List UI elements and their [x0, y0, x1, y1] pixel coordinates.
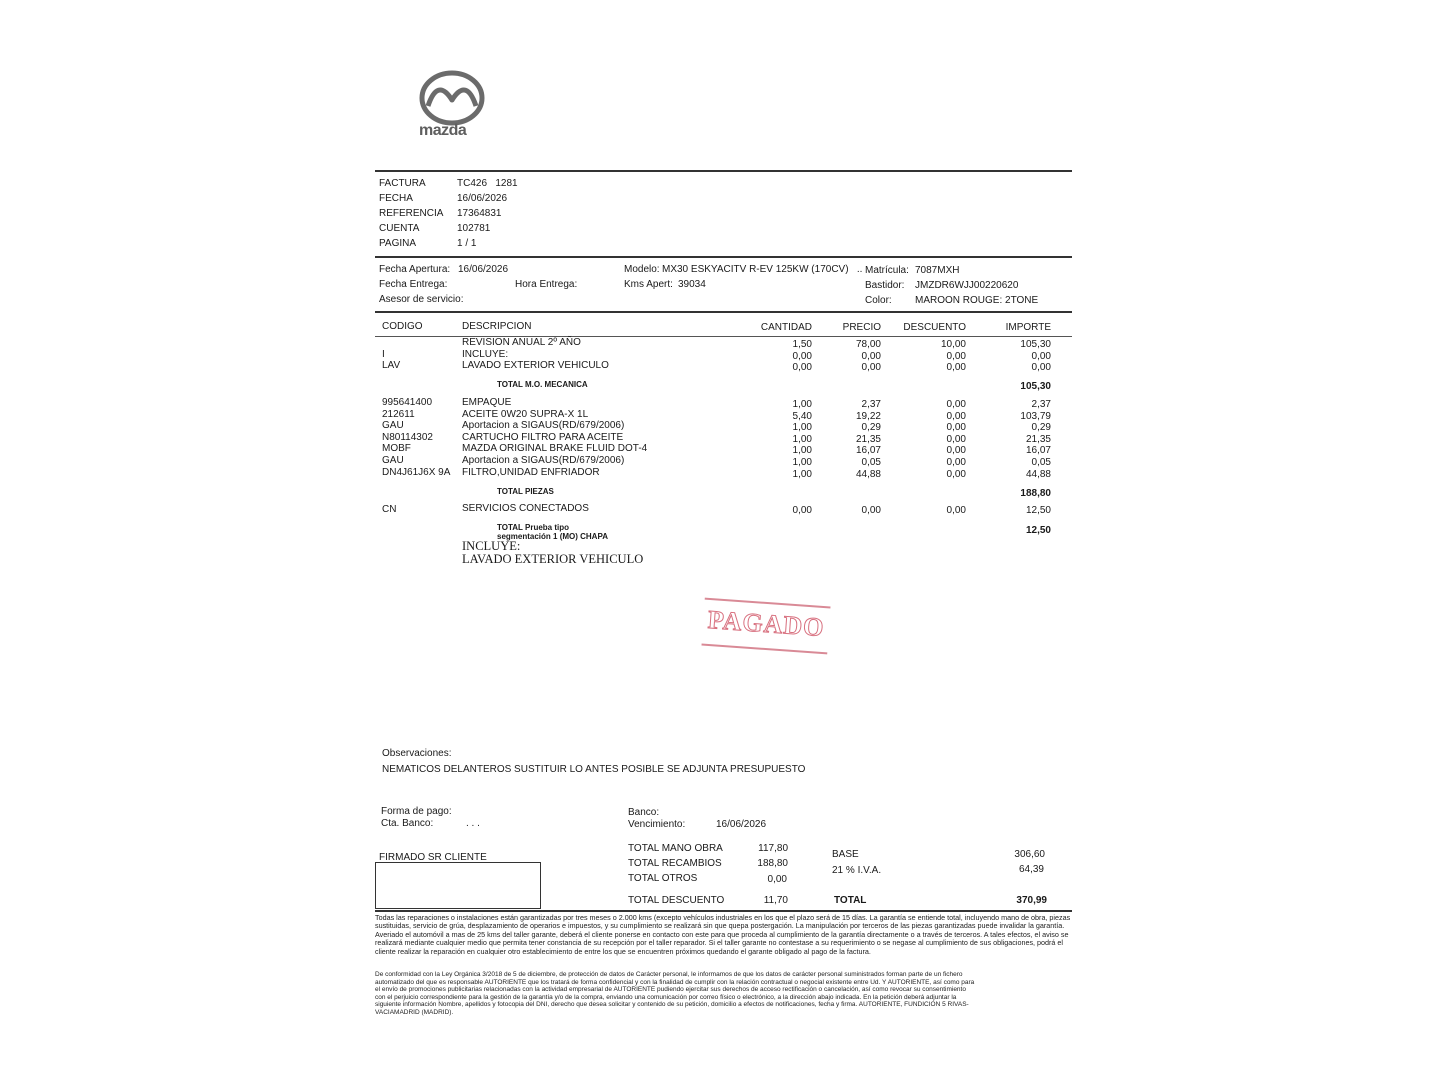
pagado-stamp-text: PAGADO	[706, 604, 826, 643]
apertura-label: Fecha Apertura:	[379, 264, 451, 275]
cell-importe: 0,05	[1031, 457, 1051, 468]
cell-precio: 0,00	[861, 505, 881, 516]
piezas-total-label: TOTAL PIEZAS	[497, 487, 554, 496]
matricula-value: 7087MXH	[915, 265, 960, 276]
cell-descuento: 0,00	[946, 468, 966, 480]
proteccion-datos-text: De conformidad con la Ley Orgánica 3/2018 de 5 de diciembre, de protección de datos de Carácter personal, le informamos de que los datos de carácter personal suministrados forman parte de un fichero automatizado del que es responsable AUTORIENTE que los tratará de forma confidencial y con la finalidad de cumplir con la relación contractual o negocial existente entre Ud. Y AUTORIENTE, así como para el envío de promociones publicitarias relacionadas con la actividad empresarial de AUTORIENTE pudiendo ejercitar sus derechos de acceso rectificación o cancelación, así como revocar su consentimiento con el perjuicio correspondiente para la gestión de la garantía y/o de la compra, enviando una comunicación por correo físico o electrónico, a la dirección abajo indicada. En la petición deberá adjuntar la siguiente información Nombre, apellidos y fotocopia del DNI, derecho que desea solicitar y contenido de su petición, domicilio a efectos de notificaciones, fecha y firma. AUTORIENTE, FUNDICION 5 RIVAS-VACIAMADRID (MADRID).	[375, 971, 975, 1016]
cell-descripcion: LAVADO EXTERIOR VEHICULO	[462, 360, 609, 371]
pagina-value: 1 / 1	[457, 238, 477, 249]
color-label: Color:	[865, 295, 892, 306]
kms-label: Kms Apert:	[624, 279, 673, 290]
entrega-label: Fecha Entrega:	[379, 279, 448, 290]
cell-descripcion: REVISION ANUAL 2º AÑO	[462, 337, 581, 348]
iva-label: 21 % I.V.A.	[832, 865, 882, 876]
header-cantidad: CANTIDAD	[760, 322, 812, 333]
cell-descuento: 0,00	[946, 457, 966, 468]
total-recambios-label: TOTAL RECAMBIOS	[628, 858, 722, 869]
cell-precio: 19,22	[855, 410, 881, 422]
divider	[375, 311, 1072, 313]
iva-value: 64,39	[1018, 864, 1044, 875]
base-value: 306,60	[1014, 849, 1045, 860]
signature-box	[375, 862, 541, 909]
cell-cantidad: 1,00	[792, 457, 812, 468]
total-label: TOTAL	[834, 895, 867, 906]
pagina-label: PAGINA	[379, 238, 417, 249]
cell-importe: 12,50	[1025, 505, 1051, 516]
cell-descuento: 0,00	[946, 445, 966, 457]
observaciones-label: Observaciones:	[382, 748, 452, 759]
cell-importe: 44,88	[1025, 468, 1051, 480]
cell-codigo: LAV	[382, 360, 401, 371]
cell-precio: 0,00	[861, 362, 881, 373]
signature-label: FIRMADO SR CLIENTE	[379, 852, 487, 863]
total-recambios-value: 188,80	[757, 858, 788, 869]
factura-label: FACTURA	[379, 178, 426, 189]
cell-descuento: 0,00	[946, 350, 966, 362]
cell-cantidad: 0,00	[792, 350, 812, 362]
asesor-label: Asesor de servicio:	[379, 294, 464, 305]
apertura-value: 16/06/2026	[458, 264, 509, 275]
factura-value: TC426 1281	[457, 178, 518, 189]
cell-descripcion: Aportacion a SIGAUS(RD/679/2006)	[462, 455, 625, 466]
cell-cantidad: 0,00	[792, 362, 812, 373]
cell-codigo: I	[382, 348, 385, 360]
header-importe: IMPORTE	[1005, 322, 1051, 333]
cell-importe: 0,00	[1031, 350, 1051, 362]
prueba-total-label-2: segmentación 1 (MO) CHAPA	[497, 532, 608, 541]
hora-entrega-label: Hora Entrega:	[515, 279, 578, 290]
total-descuento-value: 11,70	[763, 895, 788, 906]
total-value: 370,99	[1016, 895, 1047, 906]
vencimiento-label: Vencimiento:	[628, 819, 686, 830]
cell-cantidad: 5,40	[792, 410, 812, 422]
header-descripcion: DESCRIPCION	[462, 321, 532, 332]
total-otros-label: TOTAL OTROS	[628, 873, 698, 884]
cell-codigo: MOBF	[382, 443, 411, 455]
cell-codigo: N80114302	[382, 431, 433, 443]
cell-cantidad: 1,00	[792, 399, 812, 410]
vencimiento-value: 16/06/2026	[716, 819, 767, 830]
cuenta-value: 102781	[457, 223, 491, 234]
cell-cantidad: 1,00	[792, 445, 812, 457]
total-mano-obra-value: 117,80	[758, 843, 788, 854]
cell-descuento: 0,00	[946, 410, 966, 422]
cell-descuento: 0,00	[946, 505, 966, 516]
cell-cantidad: 0,00	[792, 505, 812, 516]
cell-importe: 0,00	[1031, 362, 1051, 373]
cell-descripcion: ACEITE 0W20 SUPRA-X 1L	[462, 408, 589, 420]
piezas-total-value: 188,80	[1020, 488, 1051, 499]
cell-precio: 16,07	[855, 445, 881, 457]
cell-descripcion: CARTUCHO FILTRO PARA ACEITE	[462, 431, 624, 443]
note-lavado: LAVADO EXTERIOR VEHICULO	[462, 552, 644, 566]
mazda-emblem-icon	[418, 70, 486, 126]
divider	[375, 910, 1072, 912]
cell-descripcion: EMPAQUE	[462, 397, 512, 408]
header-codigo: CODIGO	[382, 321, 423, 332]
modelo-value: MX30 ESKYACITV R-EV 125KW (170CV) ..	[662, 264, 863, 275]
bastidor-value: JMZDR6WJJ00220620	[915, 280, 1019, 291]
cell-codigo: DN4J61J6X 9A	[382, 466, 451, 478]
cell-codigo: 995641400	[382, 397, 433, 408]
mo-total-label: TOTAL M.O. MECANICA	[497, 380, 588, 389]
prueba-total-label-1: TOTAL Prueba tipo	[497, 523, 570, 532]
cell-descuento: 10,00	[940, 339, 966, 350]
modelo-label: Modelo:	[624, 264, 660, 275]
header-descuento: DESCUENTO	[903, 322, 966, 333]
cell-importe: 0,29	[1031, 422, 1051, 434]
forma-pago-label: Forma de pago:	[381, 806, 452, 817]
cell-descripcion: INCLUYE:	[462, 348, 509, 360]
referencia-label: REFERENCIA	[379, 208, 444, 219]
cuenta-label: CUENTA	[379, 223, 420, 234]
cell-cantidad: 1,00	[792, 422, 812, 434]
cell-precio: 21,35	[855, 433, 881, 445]
divider	[375, 170, 1072, 172]
cell-descripcion: FILTRO,UNIDAD ENFRIADOR	[462, 466, 600, 478]
pagado-stamp	[701, 598, 830, 655]
cell-descuento: 0,00	[946, 422, 966, 434]
cta-banco-label: Cta. Banco:	[381, 818, 434, 829]
cell-importe: 2,37	[1031, 399, 1051, 410]
cell-precio: 78,00	[855, 339, 881, 350]
cell-precio: 2,37	[861, 399, 881, 410]
cell-descuento: 0,00	[946, 399, 966, 410]
cell-importe: 16,07	[1025, 445, 1051, 457]
cell-codigo: GAU	[382, 420, 404, 432]
cell-precio: 0,05	[861, 457, 881, 468]
total-otros-value: 0,00	[767, 874, 787, 885]
cell-descripcion: Aportacion a SIGAUS(RD/679/2006)	[462, 420, 625, 432]
header-precio: PRECIO	[842, 322, 881, 333]
garantia-text: Todas las reparaciones o instalaciones están garantizadas por tres meses o 2.000 kms (excepto vehículos industriales en los que el plazo será de 15 días. La garantía se entiende total, incluyendo mano de obra, piezas sustituidas, servicio de grúa, desplazamiento de operarios e impuestos, y su cumplimiento se realizará sin que quepa postergación. La manipulación por terceros de las piezas garantizadas puede invalidar la garantía. Averiado el automóvil a mas de 25 kms del taller garante, deberá el cliente ponerse en contacto con este para que proceda al cumplimiento de la garantía directamente o a través de terceros. A tales efectos, el aviso se realizará mediante cualquier medio que permita tener constancia de su recepción por el taller reparador. Si el taller garante no contestase a su requerimiento o se negase al cumplimiento de sus obligaciones, podrá el cliente realizar la reparación en cualquier otro establecimiento de entre los que se encuentren próximos quedando el garante obligado al pago de la factura.	[375, 913, 1071, 956]
cell-codigo: 212611	[382, 408, 415, 420]
cell-cantidad: 1,50	[792, 339, 812, 350]
cta-banco-value: . . .	[466, 818, 480, 829]
cell-codigo: GAU	[382, 455, 404, 466]
total-descuento-label: TOTAL DESCUENTO	[628, 895, 725, 906]
cell-codigo: CN	[382, 504, 397, 515]
cell-precio: 0,00	[861, 350, 881, 362]
cell-cantidad: 1,00	[792, 468, 812, 480]
referencia-value: 17364831	[457, 208, 502, 219]
cell-importe: 21,35	[1025, 433, 1051, 445]
base-label: BASE	[832, 849, 859, 860]
prueba-total-value: 12,50	[1025, 525, 1051, 536]
cell-cantidad: 1,00	[792, 433, 812, 445]
divider	[375, 256, 1072, 258]
mazda-wordmark: mazda	[419, 122, 467, 139]
cell-descuento: 0,00	[946, 362, 966, 373]
banco-label: Banco:	[628, 807, 660, 818]
kms-value: 39034	[678, 279, 706, 290]
fecha-label: FECHA	[379, 193, 413, 204]
cell-importe: 103,79	[1020, 410, 1051, 422]
cell-precio: 44,88	[855, 468, 881, 480]
total-mano-obra-label: TOTAL MANO OBRA	[628, 843, 723, 854]
cell-descripcion: MAZDA ORIGINAL BRAKE FLUID DOT-4	[462, 443, 648, 455]
cell-precio: 0,29	[861, 422, 881, 434]
cell-descuento: 0,00	[946, 433, 966, 445]
fecha-value: 16/06/2026	[457, 193, 508, 204]
color-value: MAROON ROUGE: 2TONE	[915, 295, 1039, 306]
observaciones-text: NEMATICOS DELANTEROS SUSTITUIR LO ANTES POSIBLE SE ADJUNTA PRESUPUESTO	[382, 764, 806, 775]
matricula-label: Matrícula:	[865, 265, 909, 276]
cell-descripcion: SERVICIOS CONECTADOS	[462, 503, 589, 514]
cell-importe: 105,30	[1020, 339, 1051, 350]
note-incluye: INCLUYE:	[462, 539, 521, 553]
bastidor-label: Bastidor:	[865, 280, 905, 291]
mo-total-value: 105,30	[1020, 381, 1051, 392]
